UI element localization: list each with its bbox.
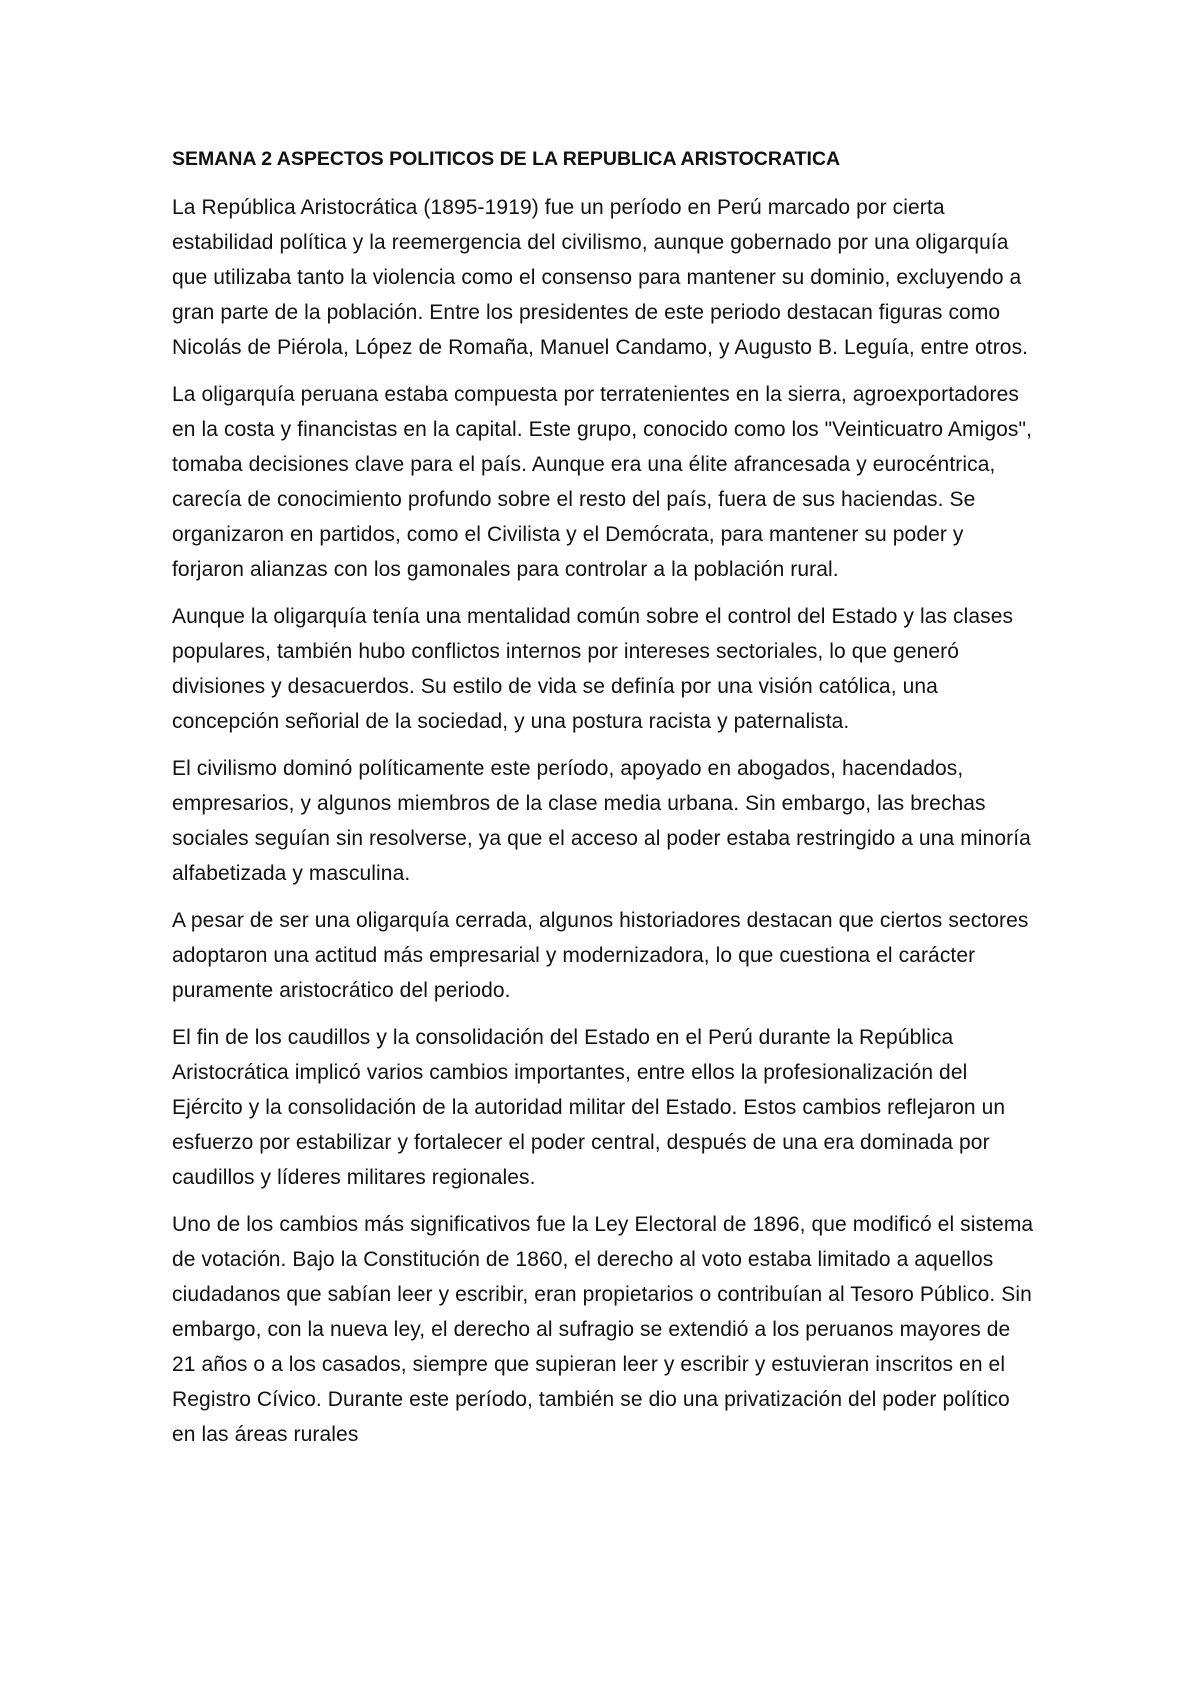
- paragraph-oligarchy-mentality: Aunque la oligarquía tenía una mentalidad común sobre el control del Estado y las clases populares, también hubo conflictos internos por intereses sectoriales, lo que generó divisiones y desacuerdos. Su estilo de vida se definía por una visión católica, una concepción señorial de la sociedad, y una postura racista y paternalista.: [172, 605, 1014, 733]
- paragraph-historians-view: A pesar de ser una oligarquía cerrada, algunos historiadores destacan que ciertos sectores adoptaron una actitud más empresarial y modernizadora, lo que cuestiona el carácter puramente aristocrático del periodo.: [172, 909, 1029, 1002]
- document-body: [172, 142, 1038, 1464]
- paragraph-oligarchy-composition: La oligarquía peruana estaba compuesta por terratenientes en la sierra, agroexportadores en la costa y financistas en la capital. Este grupo, conocido como los "Veinticuatro Amigos", tomaba decisiones clave para el país. Aunque era una élite afrancesada y eurocéntrica, carecía de conocimiento profundo sobre el resto del país, fuera de sus haciendas. Se organizaron en partidos, como el Civilista y el Demócrata, para mantener su poder y forjaron alianzas con los gamonales para controlar a la población rural.: [172, 383, 1033, 581]
- paragraph-electoral-law: Uno de los cambios más significativos fue la Ley Electoral de 1896, que modificó el sistema de votación. Bajo la Constitución de 1860, el derecho al voto estaba limitado a aquellos ciudadanos que sabían leer y escribir, eran propietarios o contribuían al Tesoro Público. Sin embargo, con la nueva ley, el derecho al sufragio se extendió a los peruanos mayores de 21 años o a los casados, siempre que supieran leer y escribir y estuvieran inscritos en el Registro Cívico. Durante este período, también se dio una privatización del poder político en las áreas rurales: [172, 1213, 1034, 1446]
- paragraph-civilism: El civilismo dominó políticamente este período, apoyado en abogados, hacendados, empresarios, y algunos miembros de la clase media urbana. Sin embargo, las brechas sociales seguían sin resolverse, ya que el acceso al poder estaba restringido a una minoría alfabetizada y masculina.: [172, 757, 1031, 885]
- paragraph-intro: La República Aristocrática (1895-1919) fue un período en Perú marcado por cierta estabilidad política y la reemergencia del civilismo, aunque gobernado por una oligarquía que utilizaba tanto la violencia como el consenso para mantener su dominio, excluyendo a gran parte de la población. Entre los presidentes de este periodo destacan figuras como Nicolás de Piérola, López de Romaña, Manuel Candamo, y Augusto B. Leguía, entre otros.: [172, 196, 1029, 359]
- document-title: SEMANA 2 ASPECTOS POLITICOS DE LA REPUBLICA ARISTOCRATICA: [172, 148, 841, 170]
- paragraph-end-of-caudillos: El fin de los caudillos y la consolidación del Estado en el Perú durante la República Aristocrática implicó varios cambios importantes, entre ellos la profesionalización del Ejército y la consolidación de la autoridad militar del Estado. Estos cambios reflejaron un esfuerzo por estabilizar y fortalecer el poder central, después de una era dominada por caudillos y líderes militares regionales.: [172, 1026, 1006, 1189]
